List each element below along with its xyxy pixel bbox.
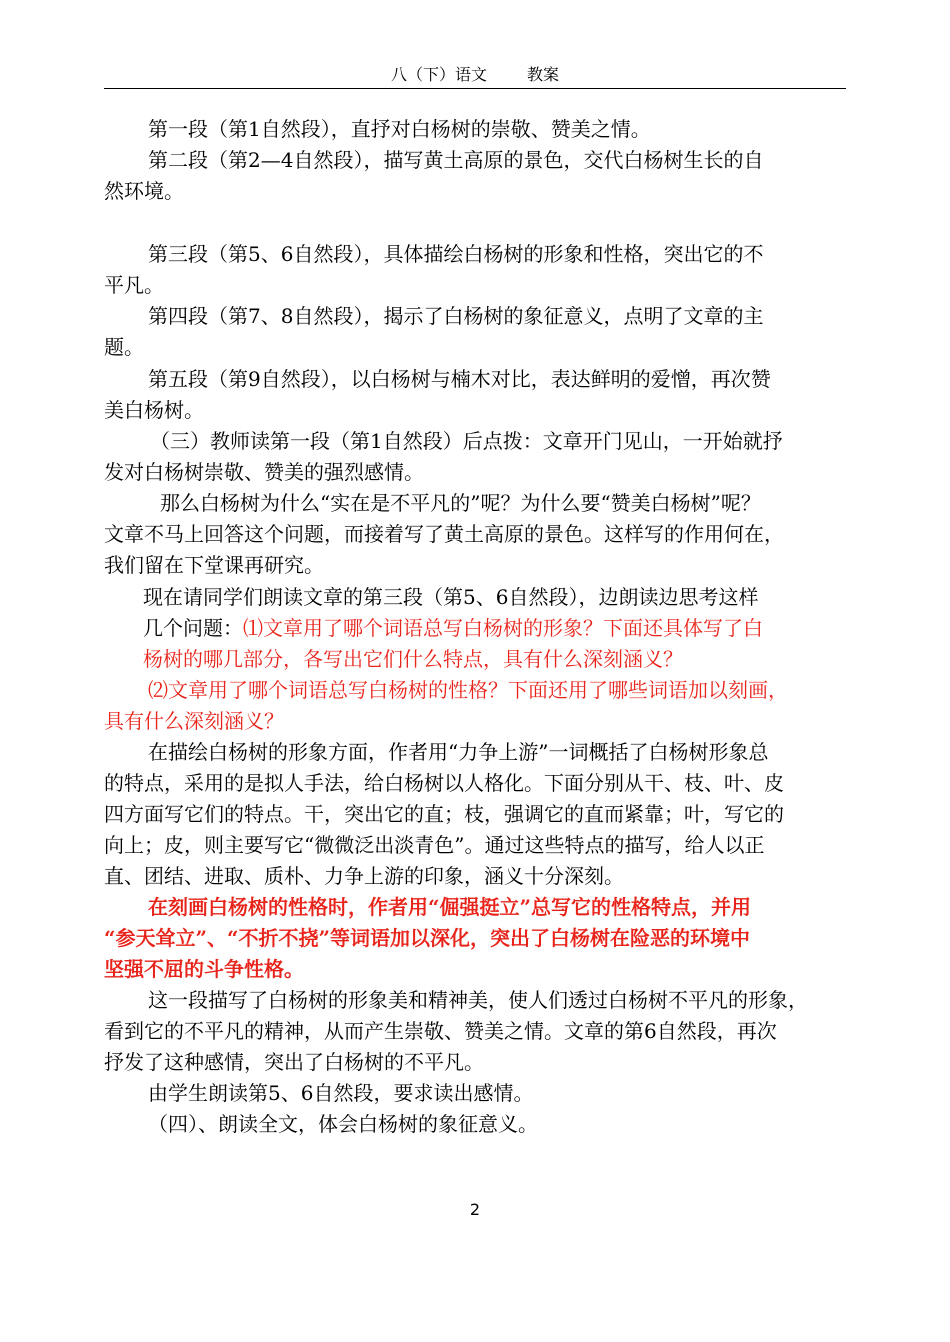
question-2-text: 具有什么深刻涵义？: [104, 709, 284, 733]
text-line: （三）教师读第一段（第1自然段）后点拨：文章开门见山，一开始就抒: [150, 429, 783, 453]
text-line: 平凡。: [104, 273, 164, 297]
text-line: 第三段（第5、6自然段），具体描绘白杨树的形象和性格，突出它的不: [148, 242, 764, 266]
text-span: 几个问题：: [143, 616, 243, 640]
text-line: 美白杨树。: [104, 398, 204, 422]
text-line: 由学生朗读第5、6自然段，要求读出感情。: [148, 1081, 534, 1105]
highlight-text: 坚强不屈的斗争性格。: [104, 957, 304, 981]
text-line: 在描绘白杨树的形象方面，作者用“力争上游”一词概括了白杨树形象总: [148, 740, 769, 764]
text-line: 向上；皮，则主要写它“微微泛出淡青色”。通过这些特点的描写，给人以正: [104, 833, 765, 857]
text-line: 然环境。: [104, 179, 184, 203]
question-1-text: ⑴文章用了哪个词语总写白杨树的形象？下面还具体写了白: [243, 616, 763, 640]
header-type: 教案: [527, 65, 560, 84]
question-1-text: 杨树的哪几部分，各写出它们什么特点，具有什么深刻涵义？: [143, 647, 683, 671]
question-2-text: ⑵文章用了哪个词语总写白杨树的性格？下面还用了哪些词语加以刻画，: [148, 678, 788, 702]
text-line: 第一段（第1自然段），直抒对白杨树的崇敬、赞美之情。: [148, 117, 651, 141]
page-number: 2: [469, 1200, 481, 1219]
text-line: 抒发了这种感情，突出了白杨树的不平凡。: [104, 1050, 484, 1074]
header-subject: 八（下）语文: [390, 65, 487, 84]
text-line: 第四段（第7、8自然段），揭示了白杨树的象征意义，点明了文章的主: [148, 304, 764, 328]
text-line: 发对白杨树崇敬、赞美的强烈感情。: [104, 460, 424, 484]
text-line: 那么白杨树为什么“实在是不平凡的”呢？为什么要“赞美白杨树”呢？: [160, 491, 761, 515]
text-line: 的特点，采用的是拟人手法，给白杨树以人格化。下面分别从干、枝、叶、皮: [104, 771, 784, 795]
text-line: （四）、朗读全文，体会白杨树的象征意义。: [148, 1112, 538, 1136]
text-line: 这一段描写了白杨树的形象美和精神美，使人们透过白杨树不平凡的形象，: [148, 988, 808, 1012]
text-line: 看到它的不平凡的精神，从而产生崇敬、赞美之情。文章的第6自然段，再次: [104, 1019, 777, 1043]
highlight-text: “参天耸立”、“不折不挠”等词语加以深化，突出了白杨树在险恶的环境中: [104, 926, 751, 950]
text-line: 直、团结、进取、质朴、力争上游的印象，涵义十分深刻。: [104, 864, 624, 888]
text-line: 第二段（第2—4自然段），描写黄土高原的景色，交代白杨树生长的自: [148, 148, 764, 172]
text-line: 我们留在下堂课再研究。: [104, 553, 324, 577]
highlight-text: 在刻画白杨树的性格时，作者用“倔强挺立”总写它的性格特点，并用: [148, 895, 752, 919]
text-line: [143, 613, 903, 643]
text-line: 题。: [104, 335, 144, 359]
page-header: [104, 62, 846, 89]
text-line: 第五段（第9自然段），以白杨树与楠木对比，表达鲜明的爱憎，再次赞: [148, 367, 771, 391]
text-line: 文章不马上回答这个问题，而接着写了黄土高原的景色。这样写的作用何在，: [104, 522, 784, 546]
text-line: 现在请同学们朗读文章的第三段（第5、6自然段），边朗读边思考这样: [143, 585, 759, 609]
text-line: 四方面写它们的特点。干，突出它的直；枝，强调它的直而紧靠；叶，写它的: [104, 802, 784, 826]
